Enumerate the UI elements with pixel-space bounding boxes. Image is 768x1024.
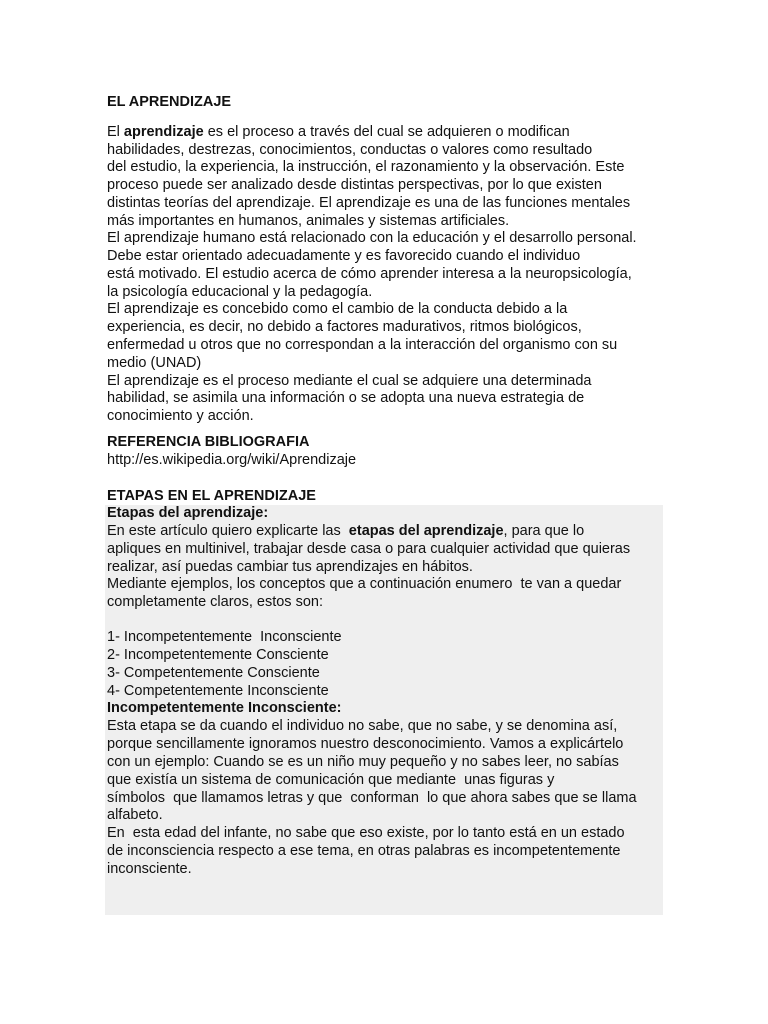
reference-heading: REFERENCIA BIBLIOGRAFIA [107,434,310,450]
section-line-7: En esta edad del infante, no sabe que eso existe, por lo tanto está en un estado [107,825,625,841]
section-line-5: símbolos que llamamos letras y que conforman lo que ahora sabes que se llama [107,790,637,806]
stages-line-1-start: En este artículo quiero explicarte las [107,523,349,539]
section-line-1: Esta etapa se da cuando el individuo no sabe, que no sabe, y se denomina así, [107,718,618,734]
intro-line-5: distintas teorías del aprendizaje. El aprendizaje es una de las funciones mentales [107,195,631,211]
section-line-9: inconsciente. [107,861,192,877]
page-title: EL APRENDIZAJE [107,94,232,110]
stages-subheading: Etapas del aprendizaje: [107,505,269,521]
stages-list-item-4: 4- Competentemente Inconsciente [107,683,329,699]
intro-line-3: del estudio, la experiencia, la instrucción, el razonamiento y la observación. Este [107,159,625,175]
stages-heading: ETAPAS EN EL APRENDIZAJE [107,488,316,504]
section-line-3: con un ejemplo: Cuando se es un niño muy pequeño y no sabes leer, no sabías [107,754,619,770]
intro-line-10: la psicología educacional y la pedagogía. [107,284,373,300]
intro-line-11: El aprendizaje es concebido como el cambio de la conducta debido a la [107,301,568,317]
intro-line-2: habilidades, destrezas, conocimientos, conductas o valores como resultado [107,142,593,158]
intro-line-1 [107,123,570,141]
stages-bold-term: etapas del aprendizaje [348,523,504,539]
stages-line-4: Mediante ejemplos, los conceptos que a continuación enumero te van a quedar [107,576,622,592]
stages-line-2: apliques en multinivel, trabajar desde casa o para cualquier actividad que quieras [107,541,631,557]
intro-line-4: proceso puede ser analizado desde distintas perspectivas, por lo que existen [107,177,602,193]
intro-line-1-start: El [107,124,124,140]
stages-list-item-2: 2- Incompetentemente Consciente [107,647,329,663]
section-heading: Incompetentemente Inconsciente: [107,700,342,716]
stages-list-item-1: 1- Incompetentemente Inconsciente [107,629,342,645]
stages-line-1-end: , para que lo [503,523,585,539]
intro-line-17: conocimiento y acción. [107,408,254,424]
intro-bold-term: aprendizaje [123,124,204,140]
section-line-8: de inconsciencia respecto a ese tema, en otras palabras es incompetentemente [107,843,621,859]
intro-line-9: está motivado. El estudio acerca de cómo aprender interesa a la neuropsicología, [107,266,632,282]
stages-line-3: realizar, así puedas cambiar tus aprendizajes en hábitos. [107,559,473,575]
intro-line-12: experiencia, es decir, no debido a factores madurativos, ritmos biológicos, [107,319,582,335]
intro-line-8: Debe estar orientado adecuadamente y es favorecido cuando el individuo [107,248,581,264]
intro-line-14: medio (UNAD) [107,355,202,371]
section-line-4: que existía un sistema de comunicación que mediante unas figuras y [107,772,555,788]
reference-url[interactable]: http://es.wikipedia.org/wiki/Aprendizaje [107,452,357,468]
stages-line-5: completamente claros, estos son: [107,594,323,610]
stages-line-1 [107,522,584,540]
section-line-2: porque sencillamente ignoramos nuestro desconocimiento. Vamos a explicártelo [107,736,624,752]
intro-line-13: enfermedad u otros que no correspondan a la interacción del organismo con su [107,337,618,353]
intro-line-6: más importantes en humanos, animales y sistemas artificiales. [107,213,510,229]
intro-line-15: El aprendizaje es el proceso mediante el cual se adquiere una determinada [107,373,592,389]
intro-line-16: habilidad, se asimila una información o se adopta una nueva estrategia de [107,390,585,406]
intro-line-1-end: es el proceso a través del cual se adquieren o modifican [203,124,570,140]
section-line-6: alfabeto. [107,807,163,823]
stages-list-item-3: 3- Competentemente Consciente [107,665,320,681]
intro-line-7: El aprendizaje humano está relacionado con la educación y el desarrollo personal. [107,230,637,246]
